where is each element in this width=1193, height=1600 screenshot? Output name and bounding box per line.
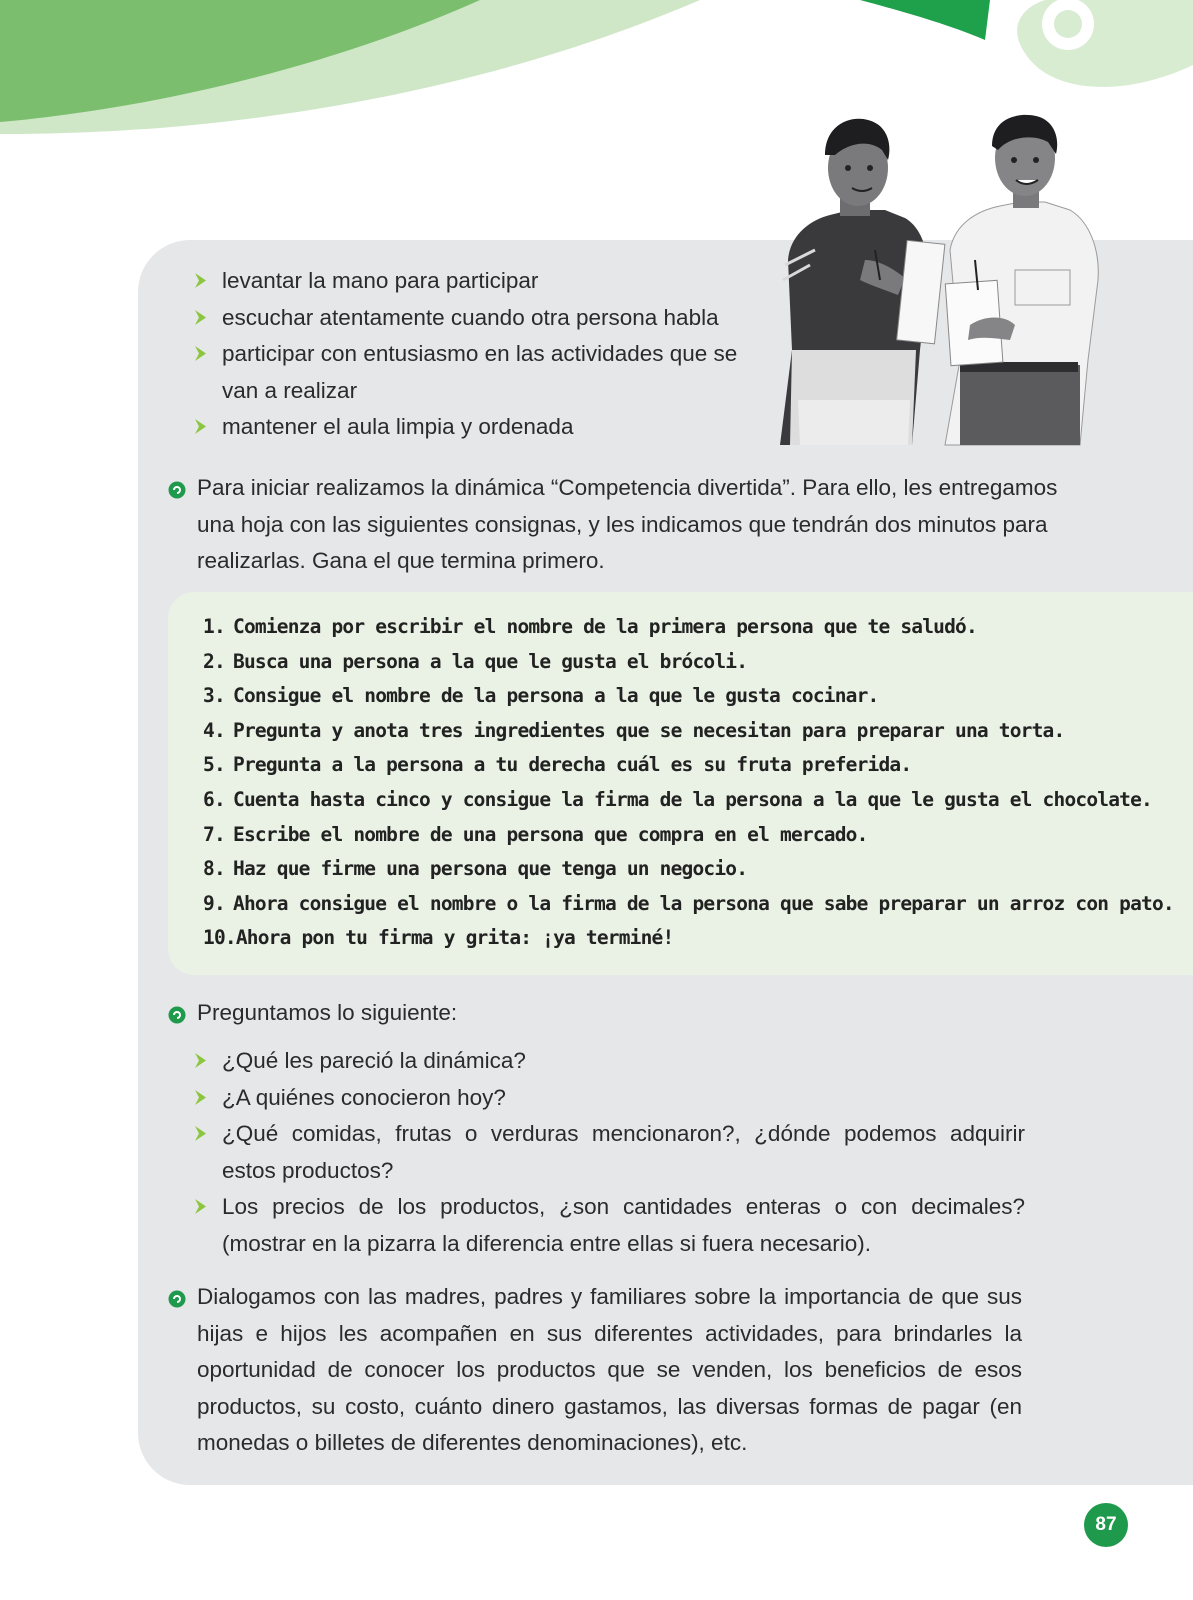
chevron-right-icon [195,1090,206,1105]
chevron-right-icon [195,273,206,288]
list-item: 9. Ahora consigue el nombre o la firma de la persona que sabe preparar un arroz con pato. [203,891,1174,915]
list-item: Los precios de los productos, ¿son cantidades enteras o con decimales? (mostrar en la pizarra la diferencia entre ellas si fuera necesario). [192,1189,1025,1262]
list-item: 3. Consigue el nombre de la persona a la que le gusta cocinar. [203,684,879,708]
classroom-rules-list [192,263,762,446]
spiral-bullet-icon [168,1290,186,1308]
list-item: 2. Busca una persona a la que le gusta el brócoli. [203,649,748,673]
two-people-illustration [770,110,1130,455]
list-item: participar con entusiasmo en las actividades que se van a realizar [192,336,762,409]
chevron-right-icon [195,419,206,434]
list-item: ¿Qué comidas, frutas o verduras mencionaron?, ¿dónde podemos adquirir estos productos? [192,1116,1025,1189]
questions-list [192,1043,1025,1262]
list-item: ¿A quiénes conocieron hoy? [192,1080,1025,1117]
spiral-bullet-icon [168,1006,186,1024]
list-item: 6. Cuenta hasta cinco y consigue la firma de la persona a la que le gusta el chocolate. [203,787,1152,811]
spiral-bullet-icon [168,481,186,499]
list-item: levantar la mano para participar [192,263,762,300]
questions-intro: Preguntamos lo siguiente: [197,1000,458,1025]
list-item: mantener el aula limpia y ordenada [192,409,762,446]
list-item: ¿Qué les pareció la dinámica? [192,1043,1025,1080]
list-item: escuchar atentamente cuando otra persona habla [192,300,762,337]
intro-paragraph: Para iniciar realizamos la dinámica “Competencia divertida”. Para ello, les entregamos una hoja con las siguientes consignas, y les indicamos que tendrán dos minutos para realizarlas. Gana el que termina primero. [197,475,1058,573]
page-number: 87 [1084,1503,1128,1547]
tasks-list [203,610,1174,956]
chevron-right-icon [195,1199,206,1214]
chevron-right-icon [195,346,206,361]
list-item: 4. Pregunta y anota tres ingredientes que se necesitan para preparar una torta. [203,718,1065,742]
chevron-right-icon [195,1126,206,1141]
list-item: 8. Haz que firme una persona que tenga un negocio. [203,857,748,881]
closing-paragraph: Dialogamos con las madres, padres y familiares sobre la importancia de que sus hijas e hijos les acompañen en sus diferentes actividades, para brindarles la oportunidad de conocer los productos que se venden, los beneficios de esos productos, su costo, cuánto dinero gastamos, las diversas formas de pagar (en monedas o billetes de diferentes denominaciones), etc. [197,1284,1022,1455]
chevron-right-icon [195,310,206,325]
list-item: 10.Ahora pon tu firma y grita: ¡ya terminé! [203,926,674,950]
chevron-right-icon [195,1053,206,1068]
list-item: 1. Comienza por escribir el nombre de la primera persona que te saludó. [203,615,977,638]
list-item: 7. Escribe el nombre de una persona que compra en el mercado. [203,822,868,846]
list-item: 5. Pregunta a la persona a tu derecha cuál es su fruta preferida. [203,753,912,777]
